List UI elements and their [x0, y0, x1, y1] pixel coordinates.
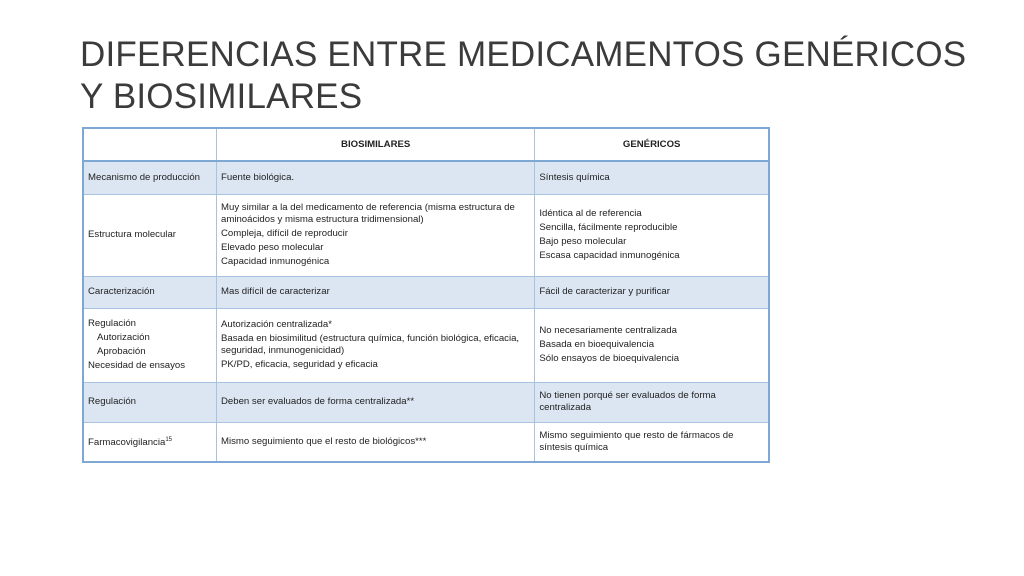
- row-caracterizacion: [83, 276, 769, 308]
- header-biosimilares: BIOSIMILARES: [217, 128, 535, 161]
- biosimilar-line: Capacidad inmunogénica: [221, 256, 330, 267]
- row-regulacion: [83, 382, 769, 422]
- generico-line: No tienen porqué ser evaluados de forma centralizada: [539, 390, 716, 413]
- row-estructura: [83, 194, 769, 276]
- biosimilar-line: Basada en biosimilitud (estructura química, función biológica, eficacia, seguridad, inmunogenicidad): [221, 333, 520, 356]
- row-regulacion-detalle: [83, 308, 769, 382]
- header-empty: [83, 128, 217, 161]
- generico-line: No necesariamente centralizada: [539, 325, 677, 336]
- biosimilares-cell: [217, 382, 535, 422]
- footnote-ref: 15: [165, 437, 172, 444]
- generico-line: Sencilla, fácilmente reproducible: [539, 222, 678, 233]
- biosimilares-cell: [217, 161, 535, 194]
- biosimilar-line: Muy similar a la del medicamento de referencia (misma estructura de aminoácidos y misma estructura tridimensional): [221, 202, 515, 225]
- generico-line: Sólo ensayos de bioequivalencia: [539, 353, 680, 364]
- label-line: [88, 434, 212, 449]
- row-label: [83, 382, 217, 422]
- comparison-table: [82, 127, 770, 463]
- row-farmacovigilancia: [83, 422, 769, 462]
- label-line: Estructura molecular: [88, 229, 176, 240]
- genericos-cell: [535, 276, 769, 308]
- genericos-cell: [535, 382, 769, 422]
- label-line: Mecanismo de producción: [88, 171, 200, 183]
- row-label: [83, 422, 217, 462]
- row-label: [83, 308, 217, 382]
- biosimilar-line: Compleja, difícil de reproducir: [221, 228, 348, 239]
- generico-line: Idéntica al de referencia: [539, 208, 642, 219]
- biosimilar-line: Mas difícil de caracterizar: [221, 286, 330, 297]
- biosimilar-line: Deben ser evaluados de forma centralizada**: [221, 396, 415, 407]
- label-line: Caracterización: [88, 286, 155, 297]
- genericos-cell: [535, 194, 769, 276]
- genericos-cell: [535, 161, 769, 194]
- header-genericos: GENÉRICOS: [535, 128, 769, 161]
- biosimilar-line: Elevado peso molecular: [221, 242, 324, 253]
- generico-line: Bajo peso molecular: [539, 236, 627, 247]
- generico-line: Fácil de caracterizar y purificar: [539, 286, 670, 297]
- slide-title: DIFERENCIAS ENTRE MEDICAMENTOS GENÉRICOS Y BIOSIMILARES: [80, 35, 967, 116]
- label-text: Farmacovigilancia: [88, 437, 166, 449]
- biosimilares-cell: [217, 194, 535, 276]
- biosimilar-line: Mismo seguimiento que el resto de biológicos***: [221, 435, 427, 447]
- generico-line: Mismo seguimiento que resto de fármacos de síntesis química: [539, 429, 734, 453]
- genericos-cell: [535, 422, 769, 462]
- row-label: [83, 194, 217, 276]
- generico-line: Síntesis química: [539, 171, 610, 183]
- biosimilar-line: Fuente biológica.: [221, 171, 295, 183]
- label-line: Autorización: [97, 332, 150, 343]
- row-label: [83, 161, 217, 194]
- label-line: Regulación: [88, 396, 137, 407]
- table-header-row: [83, 128, 769, 161]
- label-line: Regulación: [88, 318, 137, 329]
- row-mecanismo: [83, 161, 769, 194]
- genericos-cell: [535, 308, 769, 382]
- generico-line: Basada en bioequivalencia: [539, 339, 655, 350]
- biosimilares-cell: [217, 308, 535, 382]
- generico-line: Escasa capacidad inmunogénica: [539, 250, 680, 261]
- label-line: Necesidad de ensayos: [88, 360, 186, 371]
- row-label: [83, 276, 217, 308]
- biosimilares-cell: [217, 276, 535, 308]
- biosimilar-line: PK/PD, eficacia, seguridad y eficacia: [221, 359, 378, 370]
- biosimilares-cell: [217, 422, 535, 462]
- biosimilar-line: Autorización centralizada*: [221, 319, 332, 330]
- label-line: Aprobación: [97, 346, 146, 357]
